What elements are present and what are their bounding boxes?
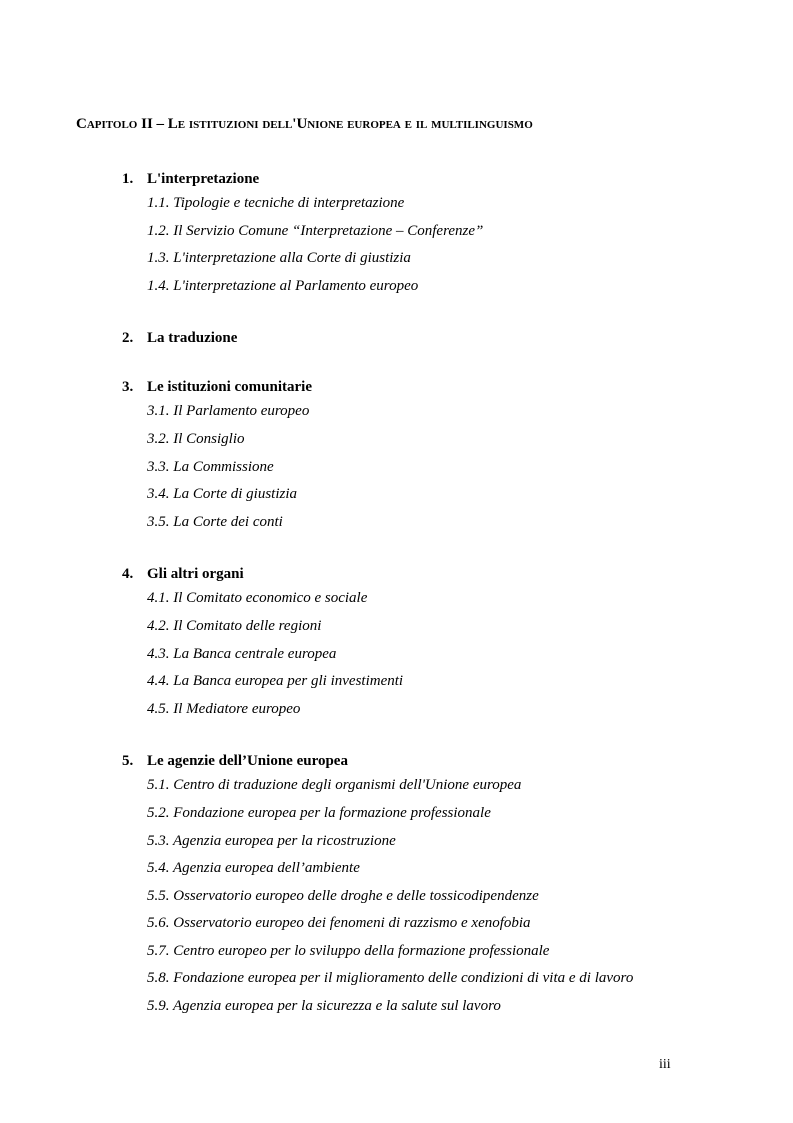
- toc-section: [122, 376, 722, 536]
- section-title: L'interpretazione: [147, 171, 260, 187]
- subsection-list: [147, 398, 722, 536]
- subsection-item: 4.5. Il Mediatore europeo: [147, 700, 301, 717]
- page-number: iii: [659, 1057, 671, 1072]
- section-title: Gli altri organi: [147, 566, 244, 583]
- subsection-item: 5.4. Agenzia europea dell’ambiente: [147, 860, 360, 877]
- section-heading: [122, 563, 722, 585]
- section-title: Le agenzie dell’Unione europea: [147, 753, 348, 770]
- subsection-item: 3.4. La Corte di giustizia: [147, 486, 298, 503]
- table-of-contents: [122, 168, 722, 1048]
- subsection-item: 1.1. Tipologie e tecniche di interpretazione: [147, 195, 405, 211]
- subsection-item: 3.3. La Commissione: [147, 458, 274, 475]
- subsection-item: 5.9. Agenzia europea per la sicurezza e la salute sul lavoro: [147, 998, 501, 1015]
- subsection-item: 5.1. Centro di traduzione degli organismi dell'Unione europea: [147, 777, 522, 794]
- subsection-list: [147, 190, 722, 300]
- subsection-list: [147, 772, 722, 1020]
- section-heading: [122, 750, 722, 772]
- subsection-item: 3.5. La Corte dei conti: [147, 513, 283, 530]
- section-heading: [122, 376, 722, 398]
- toc-section: [122, 563, 722, 723]
- subsection-item: 5.2. Fondazione europea per la formazione professionale: [147, 804, 491, 821]
- section-heading: [122, 327, 722, 349]
- subsection-item: 3.1. Il Parlamento europeo: [147, 403, 310, 420]
- toc-section: [122, 750, 722, 1020]
- subsection-item: 4.1. Il Comitato economico e sociale: [147, 590, 368, 607]
- subsection-item: 3.2. Il Consiglio: [147, 430, 245, 447]
- section-number: 4.: [122, 566, 134, 583]
- section-title: Le istituzioni comunitarie: [147, 379, 312, 396]
- subsection-item: 5.8. Fondazione europea per il miglioramento delle condizioni di vita e di lavoro: [147, 970, 634, 987]
- toc-section: [122, 327, 722, 349]
- section-number: 1.: [122, 171, 134, 187]
- section-number: 3.: [122, 379, 134, 396]
- subsection-item: 4.3. La Banca centrale europea: [147, 645, 337, 662]
- subsection-item: 1.2. Il Servizio Comune “Interpretazione – Conferenze”: [147, 222, 484, 239]
- section-title: La traduzione: [147, 330, 238, 347]
- section-number: 5.: [122, 753, 134, 770]
- subsection-item: 5.3. Agenzia europea per la ricostruzione: [147, 832, 396, 849]
- subsection-item: 5.5. Osservatorio europeo delle droghe e delle tossicodipendenze: [147, 887, 539, 904]
- subsection-item: 5.6. Osservatorio europeo dei fenomeni di razzismo e xenofobia: [147, 915, 531, 932]
- subsection-item: 4.4. La Banca europea per gli investimenti: [147, 673, 404, 690]
- section-heading: [122, 168, 722, 190]
- subsection-list: [147, 585, 722, 723]
- subsection-item: 5.7. Centro europeo per lo sviluppo della formazione professionale: [147, 942, 550, 959]
- section-number: 2.: [122, 330, 134, 347]
- subsection-item: 1.4. L'interpretazione al Parlamento europeo: [147, 277, 419, 294]
- subsection-item: 1.3. L'interpretazione alla Corte di giustizia: [147, 250, 411, 267]
- toc-section: [122, 168, 722, 300]
- chapter-title: Capitolo II – Le istituzioni dell'Unione europea e il multilinguismo: [76, 116, 533, 132]
- subsection-item: 4.2. Il Comitato delle regioni: [147, 617, 322, 634]
